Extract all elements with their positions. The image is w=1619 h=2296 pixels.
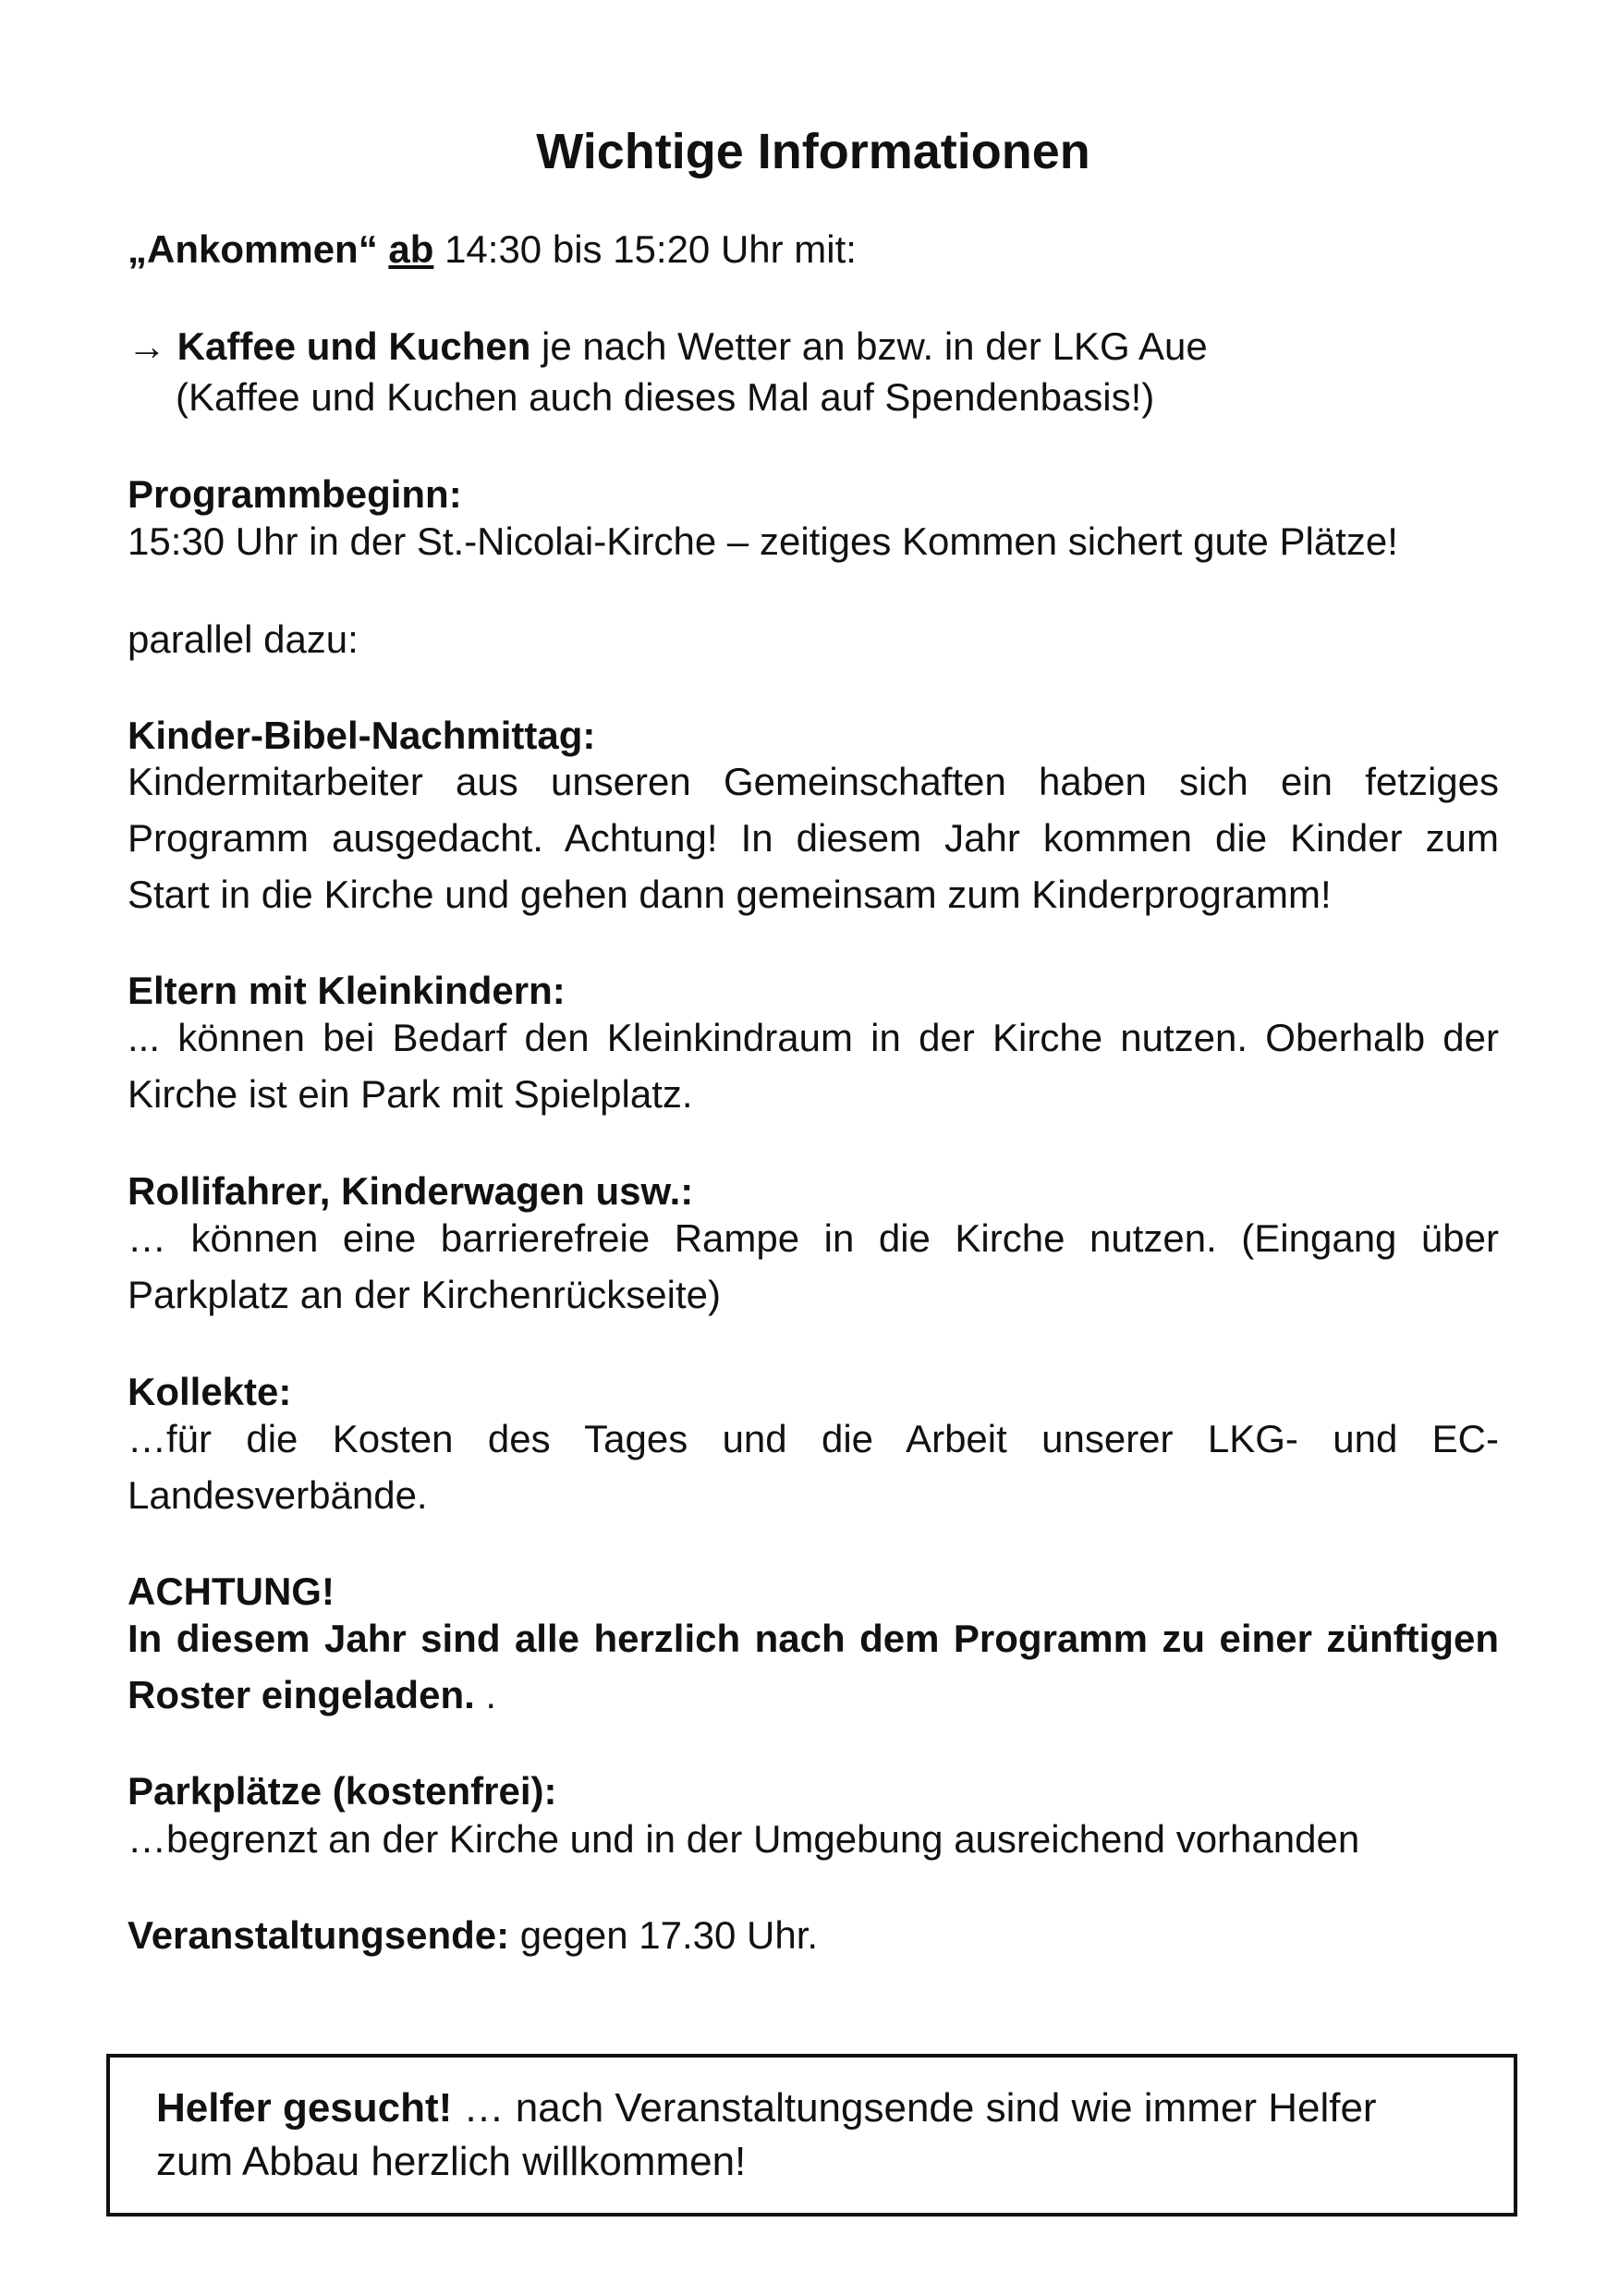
kaffee-note: (Kaffee und Kuchen auch dieses Mal auf Spendenbasis!): [176, 375, 1155, 419]
kollekte-line-1: …für die Kosten des Tages und die Arbeit unserer LKG- und EC-: [128, 1417, 1499, 1460]
achtung-line-2-wrap: [128, 1667, 496, 1723]
rolli-line-2: Parkplatz an der Kirchenrückseite): [128, 1273, 721, 1316]
arrow-icon: →: [128, 324, 166, 368]
eltern-line-2: Kirche ist ein Park mit Spielplatz.: [128, 1072, 693, 1116]
parkplaetze-heading: Parkplätze (kostenfrei):: [128, 1769, 557, 1813]
achtung-line-1: In diesem Jahr sind alle herzlich nach dem Programm zu einer zünftigen: [128, 1617, 1499, 1660]
page-title: Wichtige Informationen: [536, 124, 1090, 179]
rolli-heading: Rollifahrer, Kinderwagen usw.:: [128, 1169, 694, 1213]
helfer-label: Helfer gesucht!: [156, 2085, 453, 2131]
ankommen-line: [128, 222, 857, 277]
kinder-heading: Kinder-Bibel-Nachmittag:: [128, 714, 596, 757]
rolli-line-1: … können eine barrierefreie Rampe in die Kirche nutzen. (Eingang über: [128, 1216, 1499, 1260]
achtung-heading: ACHTUNG!: [128, 1569, 335, 1613]
helfer-line-2: zum Abbau herzlich willkommen!: [156, 2139, 747, 2184]
programmbeginn-text: 15:30 Uhr in der St.-Nicolai-Kirche – zeitiges Kommen sichert gute Plätze!: [128, 519, 1398, 563]
kollekte-line-2: Landesverbände.: [128, 1473, 428, 1517]
kinder-line-1: Kindermitarbeiter aus unseren Gemeinschaften haben sich ein fetziges: [128, 760, 1499, 803]
ankommen-ab: ab: [388, 227, 434, 271]
parallel-text: parallel dazu:: [128, 617, 359, 661]
kinder-line-2: Programm ausgedacht. Achtung! In diesem Jahr kommen die Kinder zum: [128, 816, 1499, 860]
kinder-line-3: Start in die Kirche und gehen dann gemeinsam zum Kinderprogramm!: [128, 873, 1332, 916]
ende-line: [128, 1908, 818, 1963]
achtung-line-2: Roster eingeladen.: [128, 1673, 475, 1716]
ankommen-text: 14:30 bis 15:20 Uhr mit:: [444, 227, 857, 271]
programmbeginn-heading: Programmbeginn:: [128, 472, 462, 516]
ende-label: Veranstaltungsende:: [128, 1913, 510, 1957]
parkplaetze-text: …begrenzt an der Kirche und in der Umgebung ausreichend vorhanden: [128, 1817, 1360, 1861]
helfer-text: … nach Veranstaltungsende sind wie immer Helfer: [463, 2085, 1377, 2131]
helfer-line-1: [156, 2082, 1377, 2135]
kaffee-label: Kaffee und Kuchen: [177, 324, 531, 368]
ankommen-label: „Ankommen“: [128, 227, 378, 271]
kaffee-text: je nach Wetter an bzw. in der LKG Aue: [542, 324, 1208, 368]
achtung-trailing: .: [474, 1673, 497, 1716]
helfer-box: [106, 2054, 1517, 2217]
kaffee-line: [128, 319, 1208, 374]
eltern-line-1: ... können bei Bedarf den Kleinkindraum in der Kirche nutzen. Oberhalb der: [128, 1016, 1499, 1059]
eltern-heading: Eltern mit Kleinkindern:: [128, 969, 566, 1012]
kollekte-heading: Kollekte:: [128, 1370, 292, 1413]
ende-text: gegen 17.30 Uhr.: [519, 1913, 819, 1957]
